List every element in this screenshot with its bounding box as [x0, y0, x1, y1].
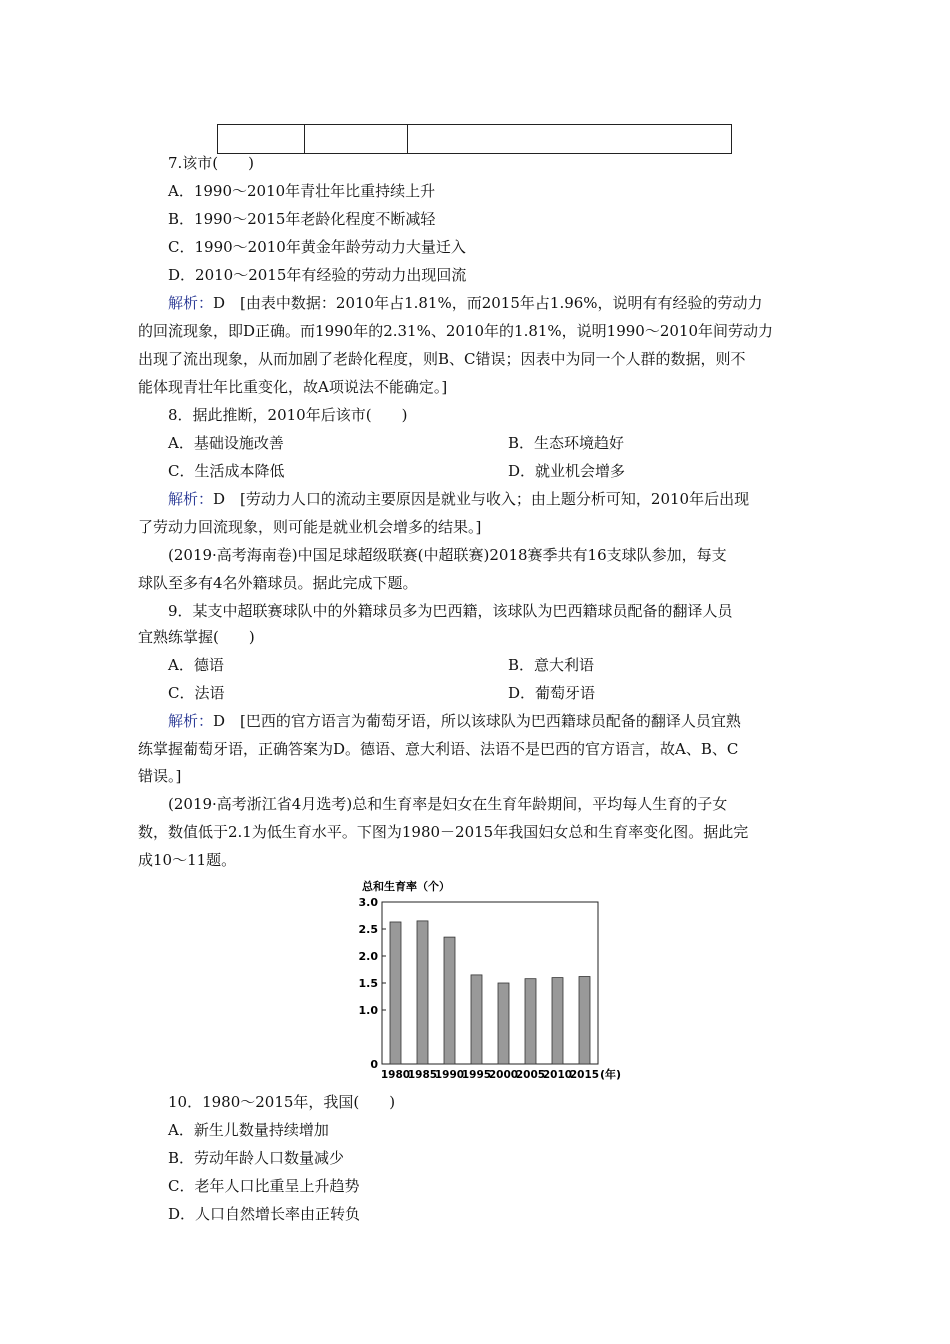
bar-2010 — [552, 978, 563, 1064]
table-bottom-edge — [217, 124, 732, 154]
q9-stem-line-1: 9．某支中超联赛球队中的外籍球员多为巴西籍，该球队为巴西籍球员配备的翻译人员 — [168, 602, 733, 620]
y-tick-label: 2.0 — [358, 950, 378, 963]
q9-analysis-line-2: 练掌握葡萄牙语，正确答案为D。德语、意大利语、法语不是巴西的官方语言，故A、B、C — [138, 740, 739, 758]
q7-analysis-line-4: 能体现青壮年比重变化，故A项说法不能确定。] — [138, 378, 448, 396]
q7-option-b: B．1990～2015年老龄化程度不断减轻 — [168, 210, 436, 228]
chart-x-axis-unit: (年) — [600, 1068, 622, 1081]
x-tick-label: 2000 — [488, 1069, 519, 1081]
table-cell — [218, 125, 305, 153]
bar-1995 — [471, 975, 482, 1064]
q8-analysis-line-2: 了劳动力回流现象，则可能是就业机会增多的结果。] — [138, 518, 482, 536]
x-tick-label: 2015 — [569, 1069, 600, 1081]
q10-stem: 10．1980～2015年，我国( ) — [168, 1093, 396, 1111]
table-cell — [408, 125, 731, 153]
q8-option-b: B．生态环境趋好 — [508, 434, 625, 452]
q8-option-c: C．生活成本降低 — [168, 462, 285, 480]
intro-soccer-line-1: (2019·高考海南卷)中国足球超级联赛(中超联赛)2018赛季共有16支球队参加，每支 — [168, 546, 727, 564]
x-tick-label: 2010 — [542, 1069, 573, 1081]
y-tick-label: 1.5 — [358, 977, 378, 990]
x-tick-label: 2005 — [515, 1069, 546, 1081]
chart-bars — [390, 921, 590, 1064]
x-tick-label: 1985 — [407, 1069, 438, 1081]
bar-1985 — [417, 921, 428, 1064]
chart-title: 总和生育率（个） — [362, 880, 450, 893]
y-tick-label: 0 — [370, 1058, 378, 1071]
q10-option-c: C．老年人口比重呈上升趋势 — [168, 1177, 360, 1195]
chart-plot-frame — [382, 902, 598, 1064]
q10-option-a: A．新生儿数量持续增加 — [168, 1121, 329, 1139]
x-tick-label: 1980 — [380, 1069, 411, 1081]
bar-2005 — [525, 979, 536, 1064]
bar-1990 — [444, 937, 455, 1064]
bar-2015 — [579, 977, 590, 1064]
q8-stem: 8．据此推断，2010年后该市( ) — [168, 406, 408, 424]
q8-option-a: A．基础设施改善 — [168, 434, 284, 452]
bar-2000 — [498, 983, 509, 1064]
fertility-rate-bar-chart — [350, 876, 640, 1082]
q7-option-d: D．2010～2015年有经验的劳动力出现回流 — [168, 266, 467, 284]
q7-analysis-label: 解析： — [168, 294, 214, 312]
q9-option-a: A．德语 — [168, 656, 224, 674]
bar-1980 — [390, 922, 401, 1064]
q9-option-c: C．法语 — [168, 684, 225, 702]
q8-analysis-label: 解析： — [168, 490, 214, 508]
intro-soccer-line-2: 球队至多有4名外籍球员。据此完成下题。 — [138, 574, 418, 592]
q7-option-a: A．1990～2010年青壮年比重持续上升 — [168, 182, 436, 200]
intro-fertility-line-3: 成10～11题。 — [138, 851, 237, 869]
q7-analysis-line-1: 解析：D [由表中数据：2010年占1.81%，而2015年占1.96%，说明有有经验的劳动力 — [168, 294, 763, 312]
intro-fertility-line-1: (2019·高考浙江省4月选考)总和生育率是妇女在生育年龄期间，平均每人生育的子女 — [168, 795, 728, 813]
q7-analysis-line-3: 出现了流出现象，从而加剧了老龄化程度，则B、C错误；因表中为同一个人群的数据，则不 — [138, 350, 746, 368]
q9-stem-line-2: 宜熟练掌握( ) — [138, 628, 255, 646]
q9-analysis-line-3: 错误。] — [138, 767, 182, 785]
q7-analysis-line-2: 的回流现象，即D正确。而1990年的2.31%、2010年的1.81%，说明1990～2010年间劳动力 — [138, 322, 774, 340]
q9-analysis-line-1: 解析：D [巴西的官方语言为葡萄牙语，所以该球队为巴西籍球员配备的翻译人员宜熟 — [168, 712, 741, 730]
q10-option-d: D．人口自然增长率由正转负 — [168, 1205, 361, 1223]
y-tick-label: 2.5 — [358, 923, 378, 936]
q9-option-d: D．葡萄牙语 — [508, 684, 596, 702]
y-tick-label: 3.0 — [358, 896, 378, 909]
x-tick-label: 1990 — [434, 1069, 465, 1081]
q7-stem: 7.该市( ) — [168, 154, 255, 172]
q9-option-b: B．意大利语 — [508, 656, 595, 674]
q7-option-c: C．1990～2010年黄金年龄劳动力大量迁入 — [168, 238, 466, 256]
q8-option-d: D．就业机会增多 — [508, 462, 626, 480]
table-cell — [305, 125, 408, 153]
chart-x-axis — [381, 1069, 599, 1081]
q10-option-b: B．劳动年龄人口数量减少 — [168, 1149, 345, 1167]
x-tick-label: 1995 — [461, 1069, 492, 1081]
intro-fertility-line-2: 数，数值低于2.1为低生育水平。下图为1980－2015年我国妇女总和生育率变化图。据此完 — [138, 823, 749, 841]
q9-analysis-label: 解析： — [168, 712, 214, 730]
q8-analysis-line-1: 解析：D [劳动力人口的流动主要原因是就业与收入；由上题分析可知，2010年后出现 — [168, 490, 750, 508]
y-tick-label: 1.0 — [358, 1004, 378, 1017]
